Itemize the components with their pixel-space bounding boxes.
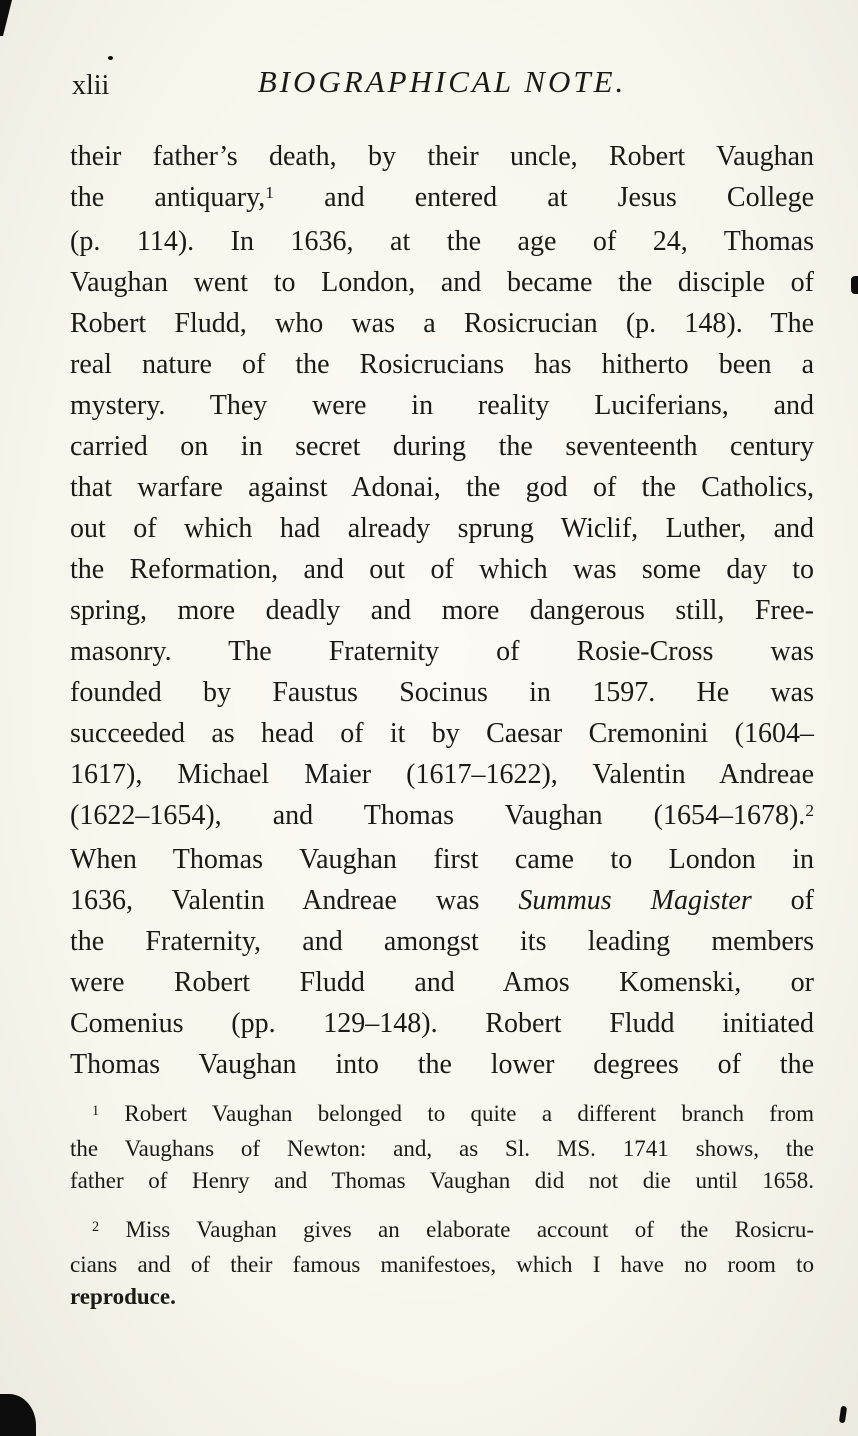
text-line <box>70 713 814 754</box>
text-segment: that warfare against Adonai, the god of the Catholics, <box>70 472 814 503</box>
text-line <box>70 1249 814 1281</box>
text-line <box>70 1003 814 1044</box>
text-segment: Thomas Vaughan into the lower degrees of the <box>70 1049 814 1080</box>
sup-segment: 1 <box>92 1102 100 1119</box>
text-line <box>70 1165 814 1197</box>
text-segment: the Vaughans of Newton: and, as Sl. MS. 1741 shows, the <box>70 1136 814 1161</box>
text-line <box>70 590 814 631</box>
text-segment: real nature of the Rosicrucians has hitherto been a <box>70 349 814 380</box>
text-line <box>70 303 814 344</box>
text-line <box>70 1214 814 1249</box>
text-segment: Vaughan went to London, and became the disciple of <box>70 267 814 298</box>
text-line <box>70 136 814 177</box>
text-line <box>70 921 814 962</box>
text-line <box>70 1133 814 1165</box>
sup-segment: 2 <box>92 1218 100 1235</box>
text-line <box>70 467 814 508</box>
text-line <box>70 631 814 672</box>
running-title: BIOGRAPHICAL NOTE. <box>257 64 627 99</box>
text-line <box>70 508 814 549</box>
text-segment: of <box>751 885 814 916</box>
text-segment: the Fraternity, and amongst its leading members <box>70 926 814 957</box>
text-segment: the antiquary, <box>70 182 266 213</box>
text-segment: Robert Fludd, who was a Rosicrucian (p. 148). The <box>70 308 814 339</box>
page-number: xlii <box>72 70 110 101</box>
text-line <box>70 385 814 426</box>
text-segment: succeeded as head of it by Caesar Cremonini (1604– <box>70 718 814 749</box>
text-segment: the Reformation, and out of which was some day to <box>70 554 814 585</box>
text-segment: 1617), Michael Maier (1617–1622), Valentin Andreae <box>70 759 814 790</box>
sup-segment: 2 <box>805 801 814 821</box>
text-segment: masonry. The Fraternity of Rosie-Cross was <box>70 636 814 667</box>
text-line <box>70 426 814 467</box>
text-line <box>70 262 814 303</box>
text-line <box>70 795 814 839</box>
page-header <box>70 64 814 108</box>
text-line <box>70 1098 814 1133</box>
ink-smudge-right-edge <box>851 276 858 294</box>
text-segment: Miss Vaughan gives an elaborate account of the Rosicru- <box>99 1217 814 1242</box>
text-line <box>70 221 814 262</box>
text-line <box>70 672 814 713</box>
ink-smudge-bottom-right <box>839 1406 847 1424</box>
text-segment: 1636, Valentin Andreae was <box>70 885 519 916</box>
text-segment: (1622–1654), and Thomas Vaughan (1654–1678). <box>70 800 806 831</box>
text-line <box>70 754 814 795</box>
text-segment: Robert Vaughan belonged to quite a different branch from <box>99 1101 814 1126</box>
ink-smudge-top-left <box>0 0 12 36</box>
text-segment: Comenius (pp. 129–148). Robert Fludd initiated <box>70 1008 814 1039</box>
text-segment: mystery. They were in reality Luciferians, and <box>70 390 814 421</box>
sup-segment: 1 <box>265 183 274 203</box>
text-line <box>70 177 814 221</box>
text-segment: spring, more deadly and more dangerous still, Free- <box>70 595 814 626</box>
text-segment: were Robert Fludd and Amos Komenski, or <box>70 967 814 998</box>
text-segment: founded by Faustus Socinus in 1597. He was <box>70 677 814 708</box>
text-line <box>70 549 814 590</box>
text-segment: When Thomas Vaughan first came to London in <box>70 844 814 875</box>
text-segment: out of which had already sprung Wiclif, Luther, and <box>70 513 814 544</box>
text-segment: father of Henry and Thomas Vaughan did not die until 1658. <box>70 1168 814 1193</box>
footnote-1 <box>70 1098 814 1197</box>
text-line <box>70 962 814 1003</box>
text-segment: cians and of their famous manifestoes, which I have no room to <box>70 1252 814 1277</box>
text-line <box>70 344 814 385</box>
text-line <box>70 880 814 921</box>
bold-segment: reproduce. <box>70 1284 176 1309</box>
text-line <box>70 839 814 880</box>
body-text <box>70 136 814 1085</box>
ink-smudge-bottom-left <box>0 1394 36 1436</box>
ink-speck <box>108 56 113 60</box>
italic-segment: Summus Magister <box>518 885 752 916</box>
text-segment: carried on in secret during the seventeenth century <box>70 431 814 462</box>
text-segment: their father’s death, by their uncle, Robert Vaughan <box>70 141 814 172</box>
text-line <box>70 1281 814 1313</box>
text-line <box>70 1044 814 1085</box>
text-segment: (p. 114). In 1636, at the age of 24, Thomas <box>70 226 814 257</box>
text-segment: and entered at Jesus College <box>273 182 814 213</box>
footnote-2 <box>70 1214 814 1313</box>
